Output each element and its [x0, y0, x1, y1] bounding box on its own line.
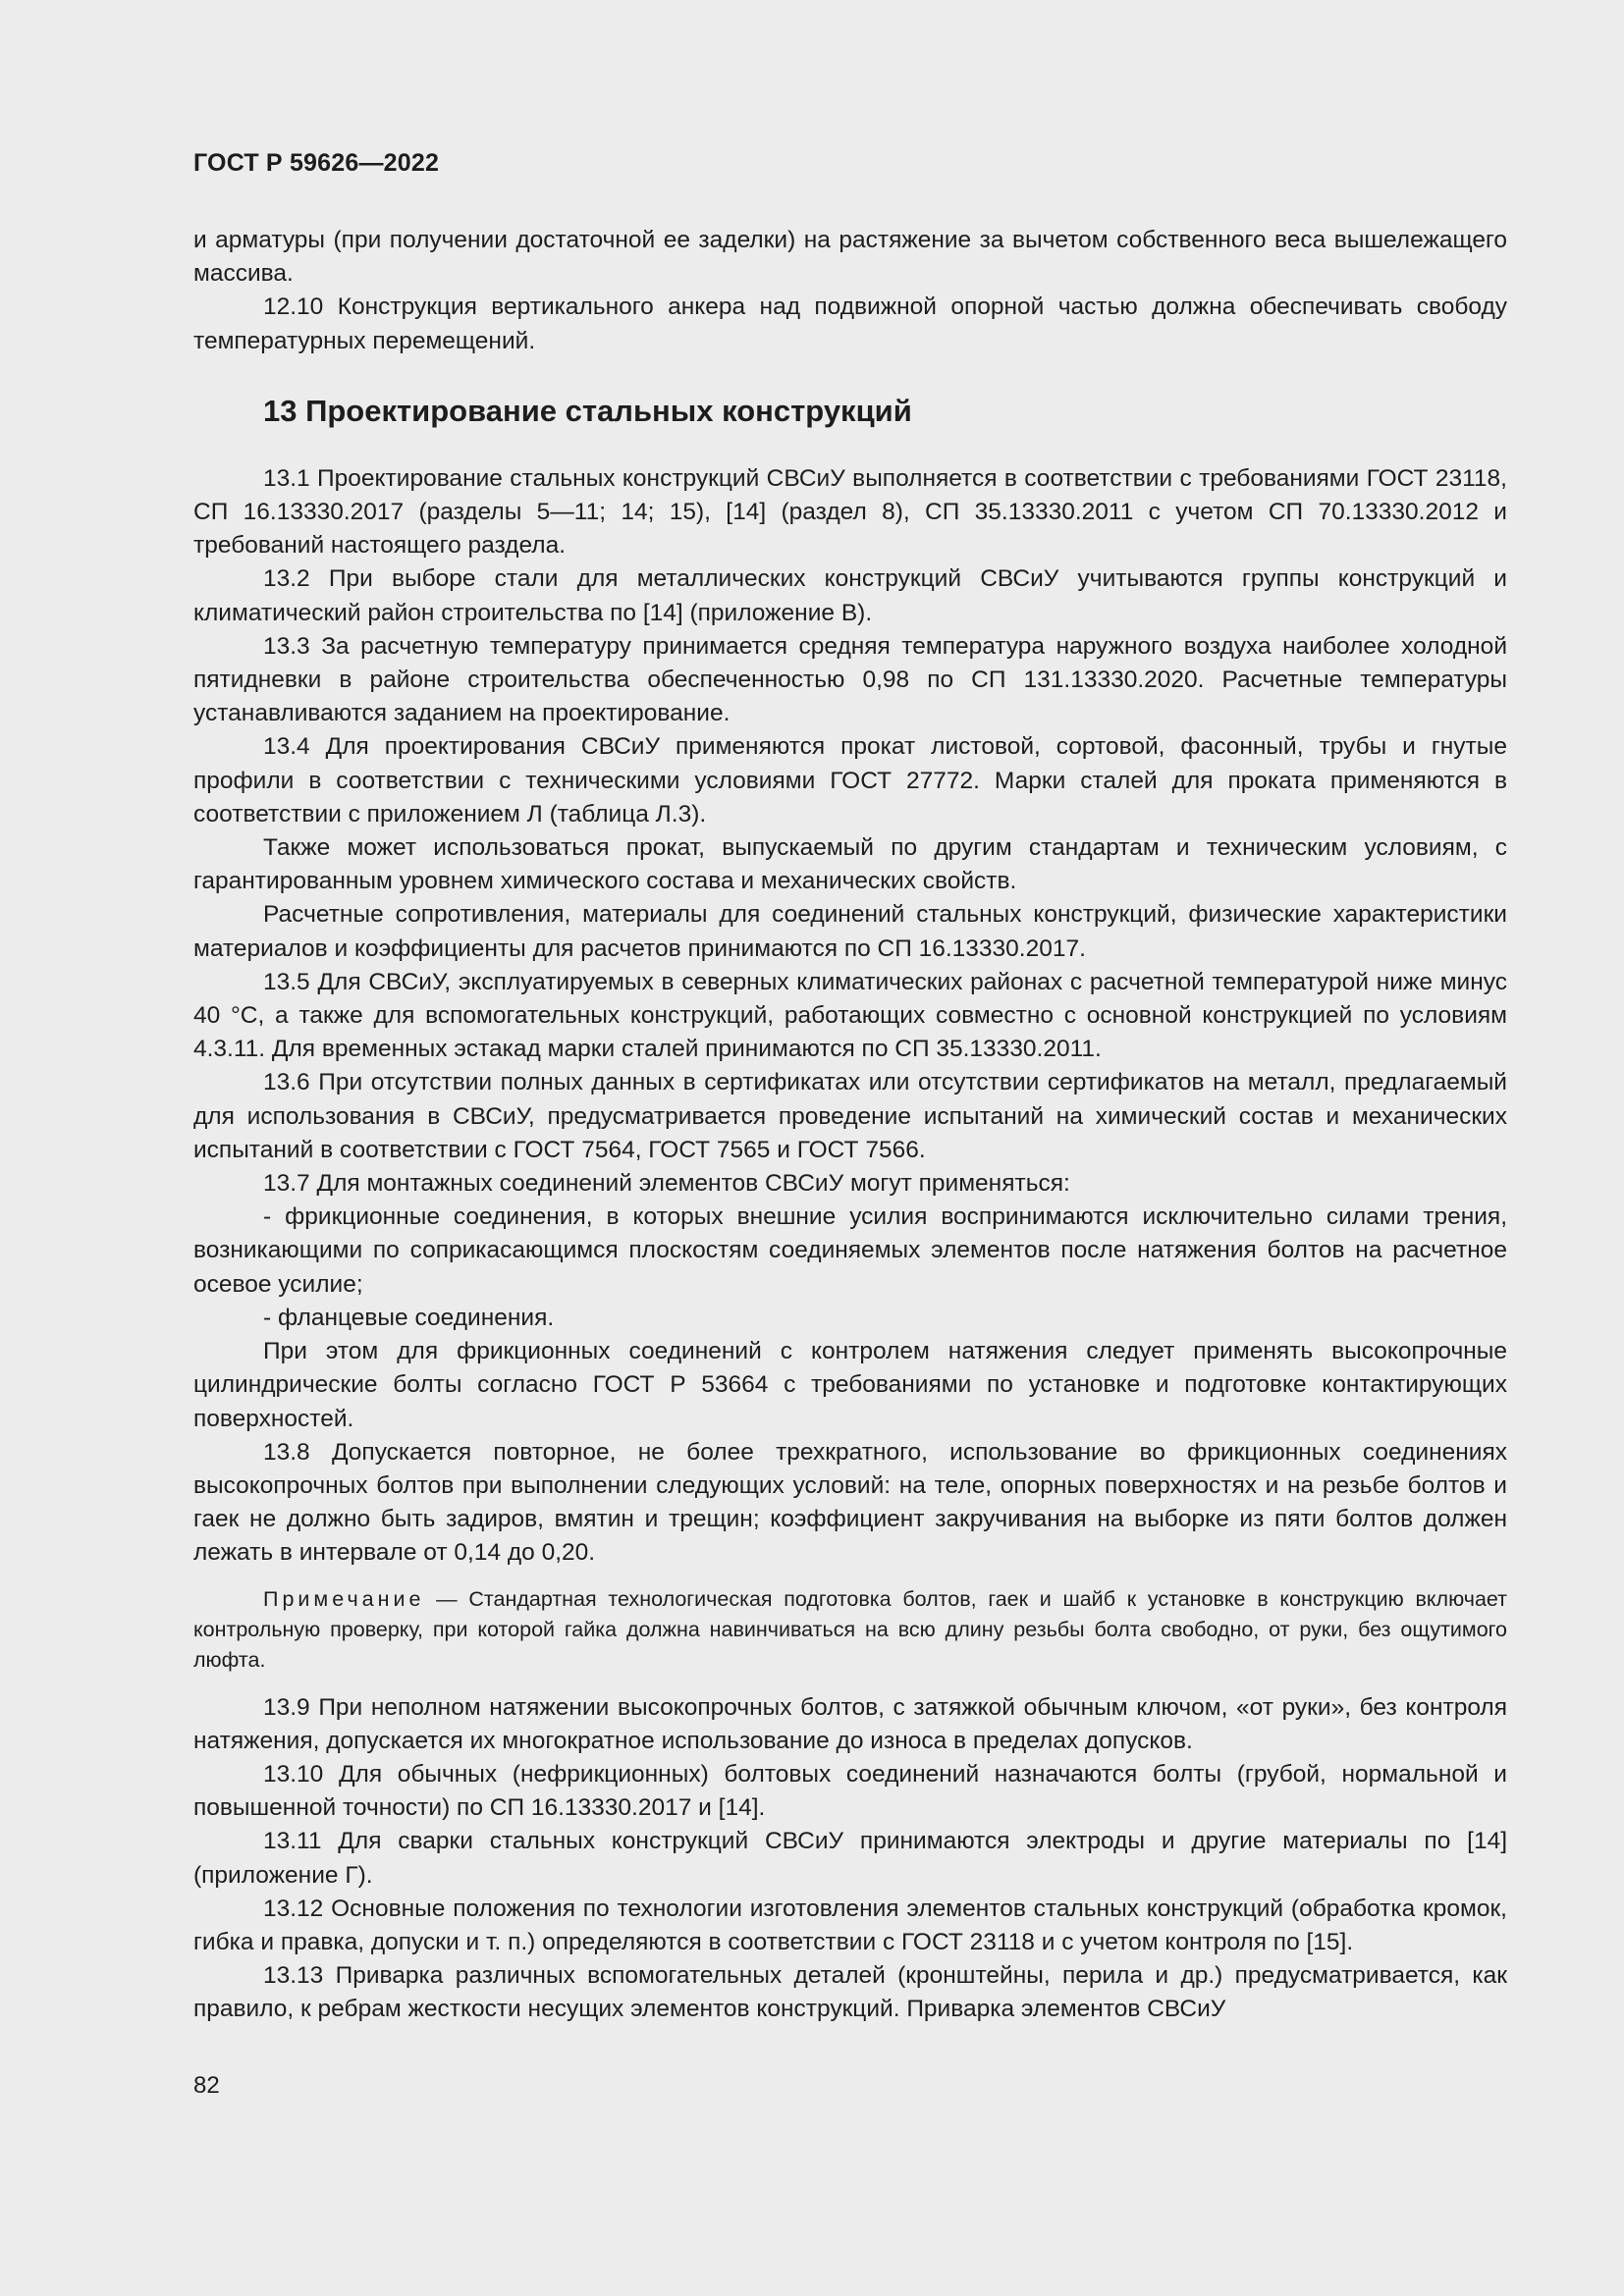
paragraph: При этом для фрикционных соединений с контролем натяжения следует применять высокопрочные цилиндрические болты согласно ГОСТ Р 53664 с требованиями по установке и подготовке контактирующих поверхностей. [193, 1338, 1507, 1432]
paragraph: 13.11 Для сварки стальных конструкций СВСиУ принимаются электроды и другие материалы по [14] (приложение Г). [193, 1828, 1507, 1889]
paragraph: 13.1 Проектирование стальных конструкций СВСиУ выполняется в соответствии с требованиями ГОСТ 23118, СП 16.13330.2017 (разделы 5—11; 14; 15), [14] (раздел 8), СП 35.13330.2011 с учетом СП 70.13330.2012 и требований настоящего раздела. [193, 464, 1507, 560]
paragraph: 13.9 При неполном натяжении высокопрочных болтов, с затяжкой обычным ключом, «от руки», без контроля натяжения, допускается их многократное использование до износа в пределах допусков. [193, 1693, 1507, 1754]
paragraph: 13.5 Для СВСиУ, эксплуатируемых в северных климатических районах с расчетной температурой ниже минус 40 °С, а также для вспомогательных конструкций, работающих совместно с основной конструкцией по условиям 4.3.11. Для временных эстакад марки сталей принимаются по СП 35.13330.2011. [193, 968, 1507, 1063]
note-label: Примечание [263, 1586, 425, 1611]
paragraph: 13.3 За расчетную температуру принимается средняя температура наружного воздуха наиболее холодной пятидневки в районе строительства обеспеченностью 0,98 по СП 131.13330.2020. Расчетные температуры устанавливаются заданием на проектирование. [193, 632, 1507, 727]
paragraph: 13.4 Для проектирования СВСиУ применяются прокат листовой, сортовой, фасонный, трубы и гнутые профили в соответствии с техническими условиями ГОСТ 27772. Марки сталей для проката применяются в соответствии с приложением Л (таблица Л.3). [193, 733, 1507, 828]
paragraph: 13.13 Приварка различных вспомогательных деталей (кронштейны, перила и др.) предусматривается, как правило, к ребрам жесткости несущих элементов конструкций. Приварка элементов СВСиУ [193, 1962, 1507, 2023]
paragraph: 13.2 При выборе стали для металлических конструкций СВСиУ учитываются группы конструкций и климатический район строительства по [14] (приложение В). [193, 565, 1507, 626]
paragraph: 13.12 Основные положения по технологии изготовления элементов стальных конструкций (обработка кромок, гибка и правка, допуски и т. п.) определяются в соответствии с ГОСТ 23118 и с учетом контроля по [15]. [193, 1895, 1507, 1955]
note-text: — Стандартная технологическая подготовка болтов, гаек и шайб к установке в конструкцию включает контрольную проверку, при которой гайка должна навинчиваться на всю длину резьбы болта свободно, от руки, без ощутимого люфта. [193, 1586, 1507, 1672]
paragraph: 12.10 Конструкция вертикального анкера над подвижной опорной частью должна обеспечивать свободу температурных перемещений. [193, 294, 1507, 354]
list-item: - фланцевые соединения. [263, 1304, 555, 1331]
paragraph: 13.10 Для обычных (нефрикционных) болтовых соединений назначаются болты (грубой, нормальной и повышенной точности) по СП 16.13330.2017 и [14]. [193, 1760, 1507, 1822]
paragraph: и арматуры (при получении достаточной ее заделки) на растяжение за вычетом собственного веса вышележащего массива. [193, 227, 1507, 288]
page-number: 82 [193, 2072, 220, 2099]
paragraph: Расчетные сопротивления, материалы для соединений стальных конструкций, физические характеристики материалов и коэффициенты для расчетов принимаются по СП 16.13330.2017. [193, 901, 1507, 962]
paragraph: 13.8 Допускается повторное, не более трехкратного, использование во фрикционных соединениях высокопрочных болтов при выполнении следующих условий: на теле, опорных поверхностях и на резьбе болтов и гаек не должно быть задиров, вмятин и трещин; коэффициент закручивания на выборке из пяти болтов должен лежать в интервале от 0,14 до 0,20. [193, 1438, 1507, 1567]
document-header: ГОСТ Р 59626—2022 [193, 149, 440, 177]
section-heading: 13 Проектирование стальных конструкций [263, 393, 912, 428]
list-item: - фрикционные соединения, в которых внешние усилия воспринимаются исключительно силами трения, возникающими по соприкасающимся плоскостям соединяемых элементов после натяжения болтов на расчетное осевое усилие; [193, 1203, 1507, 1298]
paragraph: 13.7 Для монтажных соединений элементов СВСиУ могут применяться: [263, 1170, 1070, 1198]
note [193, 1584, 1507, 1676]
paragraph: 13.6 При отсутствии полных данных в сертификатах или отсутствии сертификатов на металл, предлагаемый для использования в СВСиУ, предусматривается проведение испытаний на химический состав и механических испытаний в соответствии с ГОСТ 7564, ГОСТ 7565 и ГОСТ 7566. [193, 1069, 1507, 1163]
paragraph: Также может использоваться прокат, выпускаемый по другим стандартам и техническим условиям, с гарантированным уровнем химического состава и механических свойств. [193, 834, 1507, 895]
document-body [193, 224, 1507, 2027]
